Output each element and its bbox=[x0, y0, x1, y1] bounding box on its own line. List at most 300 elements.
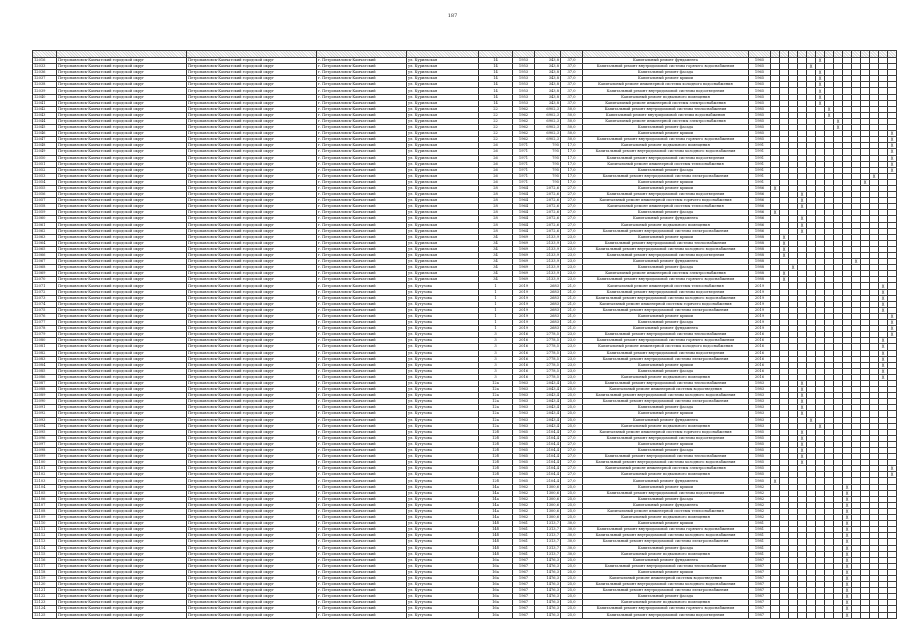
locality-cell: г. Петропавловск-Камчатский bbox=[317, 338, 407, 344]
work-type-cell: Капитальный ремонт внутридомовой системы водоотведения bbox=[583, 350, 749, 356]
repair-schedule-table bbox=[32, 50, 897, 619]
area-cell: 2683 bbox=[535, 289, 561, 295]
locality-cell: г. Петропавловск-Камчатский bbox=[317, 173, 407, 179]
year-cell: 1982 bbox=[749, 484, 771, 490]
year-cell: 1985 bbox=[749, 112, 771, 118]
house-cell: 14а bbox=[479, 502, 513, 508]
row-number-cell: 12036 bbox=[33, 70, 57, 76]
year-cell: 1981 bbox=[749, 533, 771, 539]
mark-cell: X bbox=[852, 259, 861, 265]
district-cell: Петропавловск-Камчатский городской округ bbox=[187, 374, 317, 380]
mark-cell: X bbox=[879, 301, 888, 307]
mark-cell: X bbox=[843, 490, 852, 496]
work-type-cell: Капитальный ремонт инженерной системы теплоснабжения bbox=[583, 283, 749, 289]
municipality-cell: Петропавловск-Камчатский городской округ bbox=[57, 185, 187, 191]
district-cell: Петропавловск-Камчатский городской округ bbox=[187, 198, 317, 204]
work-type-cell: Капитальный ремонт внутридомовой системы водоотведения bbox=[583, 192, 749, 198]
year-cell: 1982 bbox=[749, 496, 771, 502]
district-cell: Петропавловск-Камчатский городской округ bbox=[187, 612, 317, 618]
built-year-cell: 1963 bbox=[513, 387, 535, 393]
house-cell: 14а bbox=[479, 490, 513, 496]
cost-cell: 27,0 bbox=[561, 466, 583, 472]
work-type-cell: Капитальный ремонт крыши bbox=[583, 313, 749, 319]
work-type-cell: Капитальный ремонт подвального помещения bbox=[583, 222, 749, 228]
work-type-cell: Капитальный ремонт инженерной системы электроснабжения bbox=[583, 100, 749, 106]
cost-cell: 25,0 bbox=[561, 588, 583, 594]
work-type-cell: Капитальный ремонт внутридомовой системы горячего водоснабжения bbox=[583, 137, 749, 143]
house-cell: 34 bbox=[479, 265, 513, 271]
work-type-cell: Капитальный ремонт внутридомовой системы холодного водоснабжения bbox=[583, 582, 749, 588]
mark-cell bbox=[834, 612, 843, 618]
street-cell: ул. Курильская bbox=[407, 100, 479, 106]
row-number-cell: 12063 bbox=[33, 234, 57, 240]
mark-cell: X bbox=[816, 88, 825, 94]
municipality-cell: Петропавловск-Камчатский городской округ bbox=[57, 588, 187, 594]
street-cell: ул. Курильская bbox=[407, 185, 479, 191]
district-cell: Петропавловск-Камчатский городской округ bbox=[187, 295, 317, 301]
district-cell: Петропавловск-Камчатский городской округ bbox=[187, 490, 317, 496]
area-cell: 1476,3 bbox=[535, 612, 561, 618]
district-cell: Петропавловск-Камчатский городской округ bbox=[187, 362, 317, 368]
cost-cell: 25,0 bbox=[561, 502, 583, 508]
year-cell: 1985 bbox=[749, 472, 771, 478]
built-year-cell: 2016 bbox=[513, 368, 535, 374]
mark-cell: X bbox=[771, 210, 780, 216]
cost-cell: 27,0 bbox=[561, 216, 583, 222]
work-type-cell: Капитальный ремонт фундамента bbox=[583, 478, 749, 484]
work-type-cell: Капитальный ремонт внутридомовой системы электроснабжения bbox=[583, 307, 749, 313]
locality-cell: г. Петропавловск-Камчатский bbox=[317, 594, 407, 600]
house-cell: 28 bbox=[479, 222, 513, 228]
street-cell: ул. Курильская bbox=[407, 58, 479, 64]
municipality-cell: Петропавловск-Камчатский городской округ bbox=[57, 265, 187, 271]
row-number-cell: 12116 bbox=[33, 557, 57, 563]
area-cell: 1300,6 bbox=[535, 502, 561, 508]
house-cell: 14б bbox=[479, 545, 513, 551]
area-cell: 1300,6 bbox=[535, 490, 561, 496]
area-cell: 1313,7 bbox=[535, 521, 561, 527]
house-cell: 12а bbox=[479, 380, 513, 386]
locality-cell: г. Петропавловск-Камчатский bbox=[317, 64, 407, 70]
locality-cell: г. Петропавловск-Камчатский bbox=[317, 374, 407, 380]
cost-cell: 23,0 bbox=[561, 265, 583, 271]
work-type-cell: Капитальный ремонт внутридомовой системы горячего водоснабжения bbox=[583, 606, 749, 612]
municipality-cell: Петропавловск-Камчатский городской округ bbox=[57, 533, 187, 539]
mark-cell bbox=[807, 612, 816, 618]
municipality-cell: Петропавловск-Камчатский городской округ bbox=[57, 210, 187, 216]
locality-cell: г. Петропавловск-Камчатский bbox=[317, 496, 407, 502]
year-cell: 1985 bbox=[749, 448, 771, 454]
row-number-cell: 12098 bbox=[33, 448, 57, 454]
built-year-cell: 1964 bbox=[513, 198, 535, 204]
year-cell: 1987 bbox=[749, 569, 771, 575]
area-cell: 6902,3 bbox=[535, 131, 561, 137]
area-cell: 795 bbox=[535, 149, 561, 155]
work-type-cell: Капитальный ремонт инженерной системы горячего водоснабжения bbox=[583, 198, 749, 204]
municipality-cell: Петропавловск-Камчатский городской округ bbox=[57, 82, 187, 88]
year-cell: 1987 bbox=[749, 582, 771, 588]
cost-cell: 37,0 bbox=[561, 70, 583, 76]
row-number-cell: 12108 bbox=[33, 508, 57, 514]
work-type-cell: Капитальный ремонт крыши bbox=[583, 185, 749, 191]
house-cell: 12а bbox=[479, 399, 513, 405]
municipality-cell: Петропавловск-Камчатский городской округ bbox=[57, 508, 187, 514]
mark-cell: X bbox=[771, 185, 780, 191]
work-type-cell: Капитальный ремонт фасада bbox=[583, 545, 749, 551]
year-cell: 1982 bbox=[749, 515, 771, 521]
built-year-cell: 2016 bbox=[513, 362, 535, 368]
row-number-cell: 12041 bbox=[33, 100, 57, 106]
area-cell: 795 bbox=[535, 173, 561, 179]
locality-cell: г. Петропавловск-Камчатский bbox=[317, 125, 407, 131]
cost-cell: 23,0 bbox=[561, 259, 583, 265]
row-number-cell: 12105 bbox=[33, 490, 57, 496]
district-cell: Петропавловск-Камчатский городской округ bbox=[187, 338, 317, 344]
year-cell: 1987 bbox=[749, 606, 771, 612]
area-cell: 2683 bbox=[535, 283, 561, 289]
row-number-cell: 12042 bbox=[33, 106, 57, 112]
district-cell: Петропавловск-Камчатский городской округ bbox=[187, 88, 317, 94]
district-cell: Петропавловск-Камчатский городской округ bbox=[187, 326, 317, 332]
work-type-cell: Капитальный ремонт внутридомовой системы электроснабжения bbox=[583, 588, 749, 594]
street-cell: ул. Курильская bbox=[407, 265, 479, 271]
locality-cell: г. Петропавловск-Камчатский bbox=[317, 527, 407, 533]
municipality-cell: Петропавловск-Камчатский городской округ bbox=[57, 161, 187, 167]
locality-cell: г. Петропавловск-Камчатский bbox=[317, 405, 407, 411]
work-type-cell: Капитальный ремонт внутридомовой системы холодного водоснабжения bbox=[583, 533, 749, 539]
house-cell: 22 bbox=[479, 125, 513, 131]
area-cell: 795 bbox=[535, 179, 561, 185]
house-cell: 26 bbox=[479, 173, 513, 179]
house-cell: 14 bbox=[479, 94, 513, 100]
street-cell: ул. Кутузова bbox=[407, 393, 479, 399]
locality-cell: г. Петропавловск-Камчатский bbox=[317, 502, 407, 508]
built-year-cell: 1953 bbox=[513, 58, 535, 64]
municipality-cell: Петропавловск-Камчатский городской округ bbox=[57, 575, 187, 581]
work-type-cell: Капитальный ремонт внутридомовой системы теплоснабжения bbox=[583, 563, 749, 569]
mark-cell: X bbox=[780, 277, 789, 283]
street-cell: ул. Курильская bbox=[407, 112, 479, 118]
year-cell: 1965 bbox=[749, 100, 771, 106]
street-cell: ул. Кутузова bbox=[407, 283, 479, 289]
header-cell bbox=[771, 51, 780, 58]
street-cell: ул. Кутузова bbox=[407, 533, 479, 539]
mark-cell bbox=[798, 612, 807, 618]
area-cell: 2043,4 bbox=[535, 417, 561, 423]
area-cell: 343,8 bbox=[535, 100, 561, 106]
year-cell: 1988 bbox=[749, 265, 771, 271]
area-cell: 2683 bbox=[535, 307, 561, 313]
area-cell: 2683 bbox=[535, 295, 561, 301]
mark-cell: X bbox=[843, 612, 852, 618]
header-cell bbox=[317, 51, 407, 58]
locality-cell: г. Петропавловск-Камчатский bbox=[317, 545, 407, 551]
row-number-cell: 12048 bbox=[33, 143, 57, 149]
mark-cell: X bbox=[888, 149, 897, 155]
row-number-cell: 12103 bbox=[33, 478, 57, 484]
built-year-cell: 2016 bbox=[513, 338, 535, 344]
year-cell: 1982 bbox=[749, 490, 771, 496]
built-year-cell: 1962 bbox=[513, 137, 535, 143]
street-cell: ул. Курильская bbox=[407, 88, 479, 94]
year-cell: 2016 bbox=[749, 356, 771, 362]
built-year-cell: 1964 bbox=[513, 192, 535, 198]
mark-cell: X bbox=[798, 460, 807, 466]
house-cell: 12а bbox=[479, 417, 513, 423]
row-number-cell: 12066 bbox=[33, 253, 57, 259]
municipality-cell: Петропавловск-Камчатский городской округ bbox=[57, 441, 187, 447]
mark-cell: X bbox=[843, 539, 852, 545]
row-number-cell: 12123 bbox=[33, 600, 57, 606]
municipality-cell: Петропавловск-Камчатский городской округ bbox=[57, 192, 187, 198]
municipality-cell: Петропавловск-Камчатский городской округ bbox=[57, 313, 187, 319]
row-number-cell: 12064 bbox=[33, 240, 57, 246]
municipality-cell: Петропавловск-Камчатский городской округ bbox=[57, 307, 187, 313]
work-type-cell: Капитальный ремонт внутридомовой системы холодного водоснабжения bbox=[583, 149, 749, 155]
street-cell: ул. Курильская bbox=[407, 70, 479, 76]
year-cell: 1985 bbox=[749, 460, 771, 466]
area-cell: 2043,4 bbox=[535, 405, 561, 411]
cost-cell: 21,0 bbox=[561, 320, 583, 326]
street-cell: ул. Кутузова bbox=[407, 429, 479, 435]
locality-cell: г. Петропавловск-Камчатский bbox=[317, 606, 407, 612]
mark-cell: X bbox=[888, 155, 897, 161]
row-number-cell: 12016 bbox=[33, 58, 57, 64]
district-cell: Петропавловск-Камчатский городской округ bbox=[187, 484, 317, 490]
mark-cell bbox=[789, 612, 798, 618]
work-type-cell: Капитальный ремонт внутридомовой системы водоотведения bbox=[583, 155, 749, 161]
work-type-cell: Капитальный ремонт внутридомовой системы теплоснабжения bbox=[583, 106, 749, 112]
built-year-cell: 1962 bbox=[513, 502, 535, 508]
mark-cell: X bbox=[798, 454, 807, 460]
year-cell: 1985 bbox=[749, 441, 771, 447]
row-number-cell: 12039 bbox=[33, 88, 57, 94]
cost-cell: 30,0 bbox=[561, 533, 583, 539]
work-type-cell: Капитальный ремонт фасада bbox=[583, 265, 749, 271]
street-cell: ул. Кутузова bbox=[407, 594, 479, 600]
street-cell: ул. Кутузова bbox=[407, 405, 479, 411]
municipality-cell: Петропавловск-Камчатский городской округ bbox=[57, 569, 187, 575]
area-cell: 2072,6 bbox=[535, 198, 561, 204]
district-cell: Петропавловск-Камчатский городской округ bbox=[187, 125, 317, 131]
district-cell: Петропавловск-Камчатский городской округ bbox=[187, 356, 317, 362]
mark-cell: X bbox=[798, 192, 807, 198]
header-cell bbox=[479, 51, 513, 58]
municipality-cell: Петропавловск-Камчатский городской округ bbox=[57, 521, 187, 527]
locality-cell: г. Петропавловск-Камчатский bbox=[317, 411, 407, 417]
work-type-cell: Капитальный ремонт фасада bbox=[583, 448, 749, 454]
year-cell: 1986 bbox=[749, 216, 771, 222]
work-type-cell: Капитальный ремонт подвального помещения bbox=[583, 551, 749, 557]
house-cell: 12б bbox=[479, 429, 513, 435]
mark-cell: X bbox=[888, 313, 897, 319]
locality-cell: г. Петропавловск-Камчатский bbox=[317, 448, 407, 454]
work-type-cell: Капитальный ремонт подвального помещения bbox=[583, 423, 749, 429]
row-number-cell: 12092 bbox=[33, 411, 57, 417]
street-cell: ул. Кутузова bbox=[407, 307, 479, 313]
row-number-cell: 12115 bbox=[33, 551, 57, 557]
built-year-cell: 1963 bbox=[513, 411, 535, 417]
area-cell: 2104,4 bbox=[535, 466, 561, 472]
mark-cell: X bbox=[879, 344, 888, 350]
municipality-cell: Петропавловск-Камчатский городской округ bbox=[57, 356, 187, 362]
area-cell: 2072,6 bbox=[535, 185, 561, 191]
locality-cell: г. Петропавловск-Камчатский bbox=[317, 192, 407, 198]
cost-cell: 50,0 bbox=[561, 125, 583, 131]
built-year-cell: 1965 bbox=[513, 466, 535, 472]
municipality-cell: Петропавловск-Камчатский городской округ bbox=[57, 173, 187, 179]
mark-cell bbox=[825, 612, 834, 618]
work-type-cell: Капитальный ремонт внутридомовой системы водоотведения bbox=[583, 289, 749, 295]
house-cell: 1 bbox=[479, 301, 513, 307]
work-type-cell: Капитальный ремонт подвального помещения bbox=[583, 472, 749, 478]
municipality-cell: Петропавловск-Камчатский городской округ bbox=[57, 454, 187, 460]
house-cell: 12б bbox=[479, 441, 513, 447]
built-year-cell: 2019 bbox=[513, 283, 535, 289]
street-cell: ул. Курильская bbox=[407, 198, 479, 204]
built-year-cell: 2016 bbox=[513, 374, 535, 380]
cost-cell: 21,0 bbox=[561, 295, 583, 301]
work-type-cell: Капитальный ремонт внутридомовой системы электроснабжения bbox=[583, 228, 749, 234]
cost-cell: 23,0 bbox=[561, 332, 583, 338]
built-year-cell: 1965 bbox=[513, 448, 535, 454]
mark-cell: X bbox=[834, 118, 843, 124]
built-year-cell: 1967 bbox=[513, 569, 535, 575]
house-cell: 3 bbox=[479, 350, 513, 356]
municipality-cell: Петропавловск-Камчатский городской округ bbox=[57, 582, 187, 588]
municipality-cell: Петропавловск-Камчатский городской округ bbox=[57, 167, 187, 173]
street-cell: ул. Кутузова bbox=[407, 289, 479, 295]
street-cell: ул. Кутузова bbox=[407, 466, 479, 472]
built-year-cell: 1965 bbox=[513, 460, 535, 466]
cost-cell: 25,0 bbox=[561, 594, 583, 600]
area-cell: 2104,4 bbox=[535, 460, 561, 466]
house-cell: 26 bbox=[479, 161, 513, 167]
municipality-cell: Петропавловск-Камчатский городской округ bbox=[57, 58, 187, 64]
cost-cell: 25,0 bbox=[561, 569, 583, 575]
municipality-cell: Петропавловск-Камчатский городской округ bbox=[57, 64, 187, 70]
area-cell: 6902,3 bbox=[535, 106, 561, 112]
locality-cell: г. Петропавловск-Камчатский bbox=[317, 508, 407, 514]
locality-cell: г. Петропавловск-Камчатский bbox=[317, 484, 407, 490]
row-number-cell: 12043 bbox=[33, 112, 57, 118]
work-type-cell: Капитальный ремонт инженерной системы электроснабжения bbox=[583, 118, 749, 124]
built-year-cell: 1953 bbox=[513, 94, 535, 100]
district-cell: Петропавловск-Камчатский городской округ bbox=[187, 289, 317, 295]
house-cell: 1 bbox=[479, 320, 513, 326]
locality-cell: г. Петропавловск-Камчатский bbox=[317, 417, 407, 423]
house-cell: 14а bbox=[479, 515, 513, 521]
built-year-cell: 1961 bbox=[513, 545, 535, 551]
district-cell: Петропавловск-Камчатский городской округ bbox=[187, 307, 317, 313]
cost-cell: 25,0 bbox=[561, 600, 583, 606]
row-number-cell: 12088 bbox=[33, 387, 57, 393]
row-number-cell: 12052 bbox=[33, 167, 57, 173]
locality-cell: г. Петропавловск-Камчатский bbox=[317, 393, 407, 399]
area-cell: 2043,4 bbox=[535, 393, 561, 399]
built-year-cell: 1967 bbox=[513, 588, 535, 594]
municipality-cell: Петропавловск-Камчатский городской округ bbox=[57, 387, 187, 393]
mark-cell: X bbox=[888, 137, 897, 143]
locality-cell: г. Петропавловск-Камчатский bbox=[317, 533, 407, 539]
mark-cell: X bbox=[780, 240, 789, 246]
cost-cell: 23,0 bbox=[561, 374, 583, 380]
year-cell: 1983 bbox=[749, 380, 771, 386]
built-year-cell: 1967 bbox=[513, 612, 535, 618]
district-cell: Петропавловск-Камчатский городской округ bbox=[187, 496, 317, 502]
cost-cell: 23,0 bbox=[561, 356, 583, 362]
street-cell: ул. Курильская bbox=[407, 271, 479, 277]
municipality-cell: Петропавловск-Камчатский городской округ bbox=[57, 490, 187, 496]
cost-cell: 30,0 bbox=[561, 545, 583, 551]
municipality-cell: Петропавловск-Камчатский городской округ bbox=[57, 350, 187, 356]
house-cell: 3 bbox=[479, 356, 513, 362]
house-cell: 26 bbox=[479, 179, 513, 185]
year-cell: 2019 bbox=[749, 307, 771, 313]
municipality-cell: Петропавловск-Камчатский городской округ bbox=[57, 100, 187, 106]
row-number-cell: 12091 bbox=[33, 405, 57, 411]
built-year-cell: 2019 bbox=[513, 289, 535, 295]
year-cell: 2016 bbox=[749, 362, 771, 368]
locality-cell: г. Петропавловск-Камчатский bbox=[317, 441, 407, 447]
cost-cell: 23,0 bbox=[561, 344, 583, 350]
locality-cell: г. Петропавловск-Камчатский bbox=[317, 143, 407, 149]
built-year-cell: 1964 bbox=[513, 222, 535, 228]
year-cell: 1987 bbox=[749, 557, 771, 563]
district-cell: Петропавловск-Камчатский городской округ bbox=[187, 387, 317, 393]
house-cell: 16а bbox=[479, 612, 513, 618]
row-number-cell: 12056 bbox=[33, 192, 57, 198]
municipality-cell: Петропавловск-Камчатский городской округ bbox=[57, 594, 187, 600]
district-cell: Петропавловск-Камчатский городской округ bbox=[187, 149, 317, 155]
house-cell: 14 bbox=[479, 64, 513, 70]
mark-cell: X bbox=[843, 557, 852, 563]
locality-cell: г. Петропавловск-Камчатский bbox=[317, 271, 407, 277]
mark-cell: X bbox=[879, 289, 888, 295]
area-cell: 795 bbox=[535, 161, 561, 167]
street-cell: ул. Кутузова bbox=[407, 326, 479, 332]
district-cell: Петропавловск-Камчатский городской округ bbox=[187, 76, 317, 82]
year-cell: 1986 bbox=[749, 228, 771, 234]
row-number-cell: 12082 bbox=[33, 350, 57, 356]
locality-cell: г. Петропавловск-Камчатский bbox=[317, 210, 407, 216]
work-type-cell: Капитальный ремонт внутридомовой системы водоснабжения bbox=[583, 112, 749, 118]
cost-cell: 25,0 bbox=[561, 423, 583, 429]
work-type-cell: Капитальный ремонт крыши bbox=[583, 521, 749, 527]
mark-cell: X bbox=[879, 350, 888, 356]
area-cell: 1476,3 bbox=[535, 588, 561, 594]
work-type-cell: Капитальный ремонт крыши bbox=[583, 76, 749, 82]
built-year-cell: 1953 bbox=[513, 64, 535, 70]
house-cell: 34 bbox=[479, 253, 513, 259]
street-cell: ул. Кутузова bbox=[407, 374, 479, 380]
municipality-cell: Петропавловск-Камчатский городской округ bbox=[57, 557, 187, 563]
area-cell: 2072,6 bbox=[535, 192, 561, 198]
built-year-cell: 1969 bbox=[513, 253, 535, 259]
municipality-cell: Петропавловск-Камчатский городской округ bbox=[57, 204, 187, 210]
locality-cell: г. Петропавловск-Камчатский bbox=[317, 277, 407, 283]
house-cell: 34 bbox=[479, 277, 513, 283]
header-cell bbox=[888, 51, 897, 58]
built-year-cell: 1964 bbox=[513, 204, 535, 210]
mark-cell: X bbox=[888, 326, 897, 332]
district-cell: Петропавловск-Камчатский городской округ bbox=[187, 234, 317, 240]
year-cell: 1965 bbox=[749, 76, 771, 82]
mark-cell bbox=[816, 612, 825, 618]
built-year-cell: 1962 bbox=[513, 496, 535, 502]
area-cell: 1313,7 bbox=[535, 551, 561, 557]
cost-cell: 21,0 bbox=[561, 289, 583, 295]
